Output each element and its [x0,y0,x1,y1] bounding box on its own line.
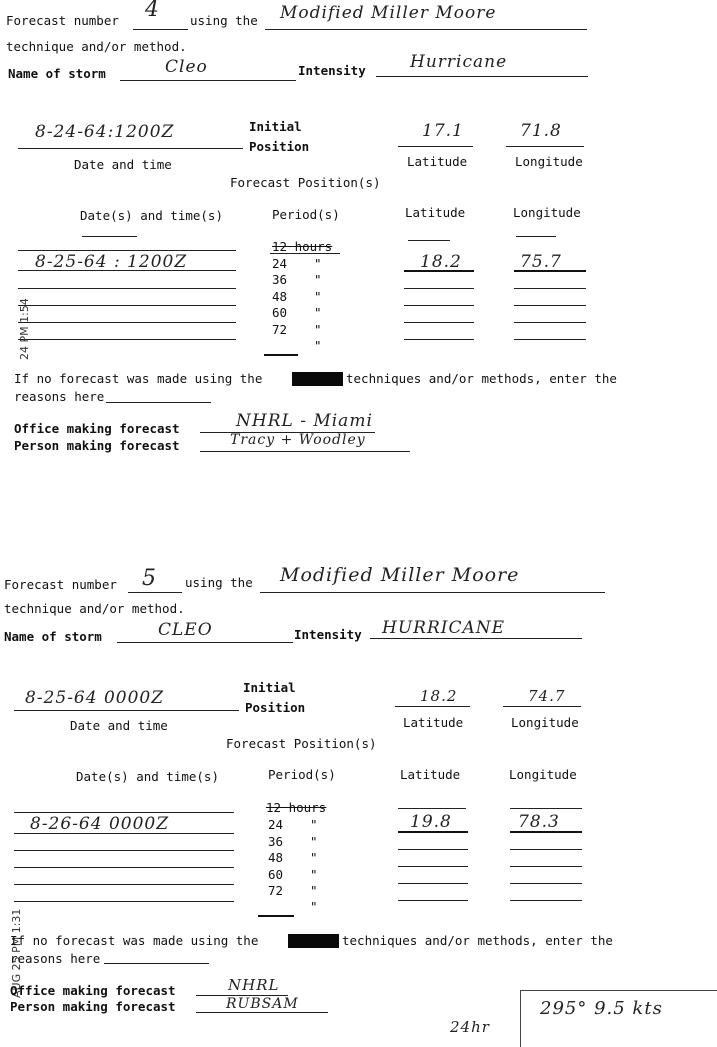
date-and-time-label: Date and time [70,718,168,733]
forecast-longitude-value: 75.7 [520,252,562,272]
period-72: 72 [268,883,284,898]
person-label: Person making forecast [14,438,180,453]
longitude-label: Longitude [515,154,583,169]
forecast-number-label: Forecast number [6,13,119,28]
initial-latitude-value: 17.1 [422,121,464,141]
redaction-bar [288,934,339,948]
technique-value: Modified Miller Moore [280,3,497,23]
period-48: 48 [268,850,284,865]
intensity-value: Hurricane [410,52,508,72]
dates-and-times-label: Date(s) and time(s) [76,769,219,784]
longitude-label: Longitude [511,715,579,730]
office-value: NHRL [228,976,280,994]
intensity-label: Intensity [298,63,366,78]
office-label: Office making forecast [10,983,176,998]
initial-label: Initial [249,119,302,134]
date-and-time-label: Date and time [74,157,172,172]
technique-value: Modified Miller Moore [280,564,520,586]
footnote-right: 295° 9.5 kts [540,998,663,1019]
period-36: 36 [268,834,284,849]
received-stamp: AUG 25 PM 1:31 [10,908,23,998]
period-60: 60 [268,867,284,882]
forecast-longitude-header: Longitude [509,767,577,782]
dates-and-times-label: Date(s) and time(s) [80,208,223,223]
reasons-here-label: reasons here [10,951,101,966]
initial-label: Initial [243,680,296,695]
person-label: Person making forecast [10,999,176,1014]
technique-label: technique and/or method. [6,39,187,54]
period-24: 24 [268,817,284,832]
periods-label: Period(s) [272,207,340,222]
no-forecast-text-2: techniques and/or methods, enter the [346,371,617,386]
forecast-latitude-header: Latitude [400,767,461,782]
initial-longitude-value: 74.7 [528,687,566,705]
periods-label: Period(s) [268,767,336,782]
office-label: Office making forecast [14,421,180,436]
forecast-number-value: 4 [145,0,160,22]
period-72: 72 [272,322,288,337]
forecast-datetime-value: 8-26-64 0000Z [30,814,170,834]
latitude-label: Latitude [407,154,468,169]
period-60: 60 [272,305,288,320]
name-of-storm-label: Name of storm [4,629,102,644]
initial-longitude-value: 71.8 [520,121,562,141]
using-the-label: using the [185,575,253,590]
period-12-hours: 12 hours [266,800,327,815]
forecast-longitude-header: Longitude [513,205,581,220]
no-forecast-text-2: techniques and/or methods, enter the [342,933,613,948]
storm-name-value: CLEO [158,620,213,640]
ditto-mark: " [314,322,322,337]
forecast-positions-label: Forecast Position(s) [230,175,381,190]
initial-datetime-value: 8-25-64 0000Z [25,688,165,708]
ditto-mark: " [314,305,322,320]
initial-datetime-value: 8-24-64:1200Z [35,122,175,142]
ditto-mark: " [310,867,318,882]
forecast-latitude-value: 19.8 [410,812,452,832]
intensity-label: Intensity [294,627,362,642]
position-label: Position [249,139,310,154]
ditto-mark: " [314,338,322,353]
period-48: 48 [272,289,288,304]
no-forecast-text-1: If no forecast was made using the [14,371,263,386]
ditto-mark: " [310,834,318,849]
ditto-mark: " [310,883,318,898]
forecast-positions-label: Forecast Position(s) [226,736,377,751]
ditto-mark: " [310,817,318,832]
received-stamp: 24 PM 1:54 [18,298,31,360]
position-label: Position [245,700,306,715]
person-value: RUBSAM [226,996,299,1012]
office-value: NHRL - Miami [236,411,373,431]
forecast-latitude-value: 18.2 [420,252,462,272]
latitude-label: Latitude [403,715,464,730]
period-24: 24 [272,256,288,271]
name-of-storm-label: Name of storm [8,66,106,81]
ditto-mark: " [310,899,318,914]
forecast-datetime-value: 8-25-64 : 1200Z [35,252,188,272]
person-value: Tracy + Woodley [230,432,366,448]
intensity-value: HURRICANE [382,618,506,638]
using-the-label: using the [190,13,258,28]
footnote-left: 24hr [450,1018,490,1036]
forecast-number-label: Forecast number [4,577,117,592]
forecast-number-value: 5 [142,566,157,591]
ditto-mark: " [314,272,322,287]
technique-label: technique and/or method. [4,601,185,616]
storm-name-value: Cleo [165,57,208,77]
period-36: 36 [272,272,288,287]
no-forecast-text-1: If no forecast was made using the [10,933,259,948]
forecast-latitude-header: Latitude [405,205,466,220]
initial-latitude-value: 18.2 [420,687,458,705]
period-12-hours: 12 hours [272,239,333,254]
redaction-bar [292,372,343,386]
reasons-here-label: reasons here [14,389,105,404]
forecast-longitude-value: 78.3 [518,812,560,832]
ditto-mark: " [310,850,318,865]
ditto-mark: " [314,256,322,271]
ditto-mark: " [314,289,322,304]
